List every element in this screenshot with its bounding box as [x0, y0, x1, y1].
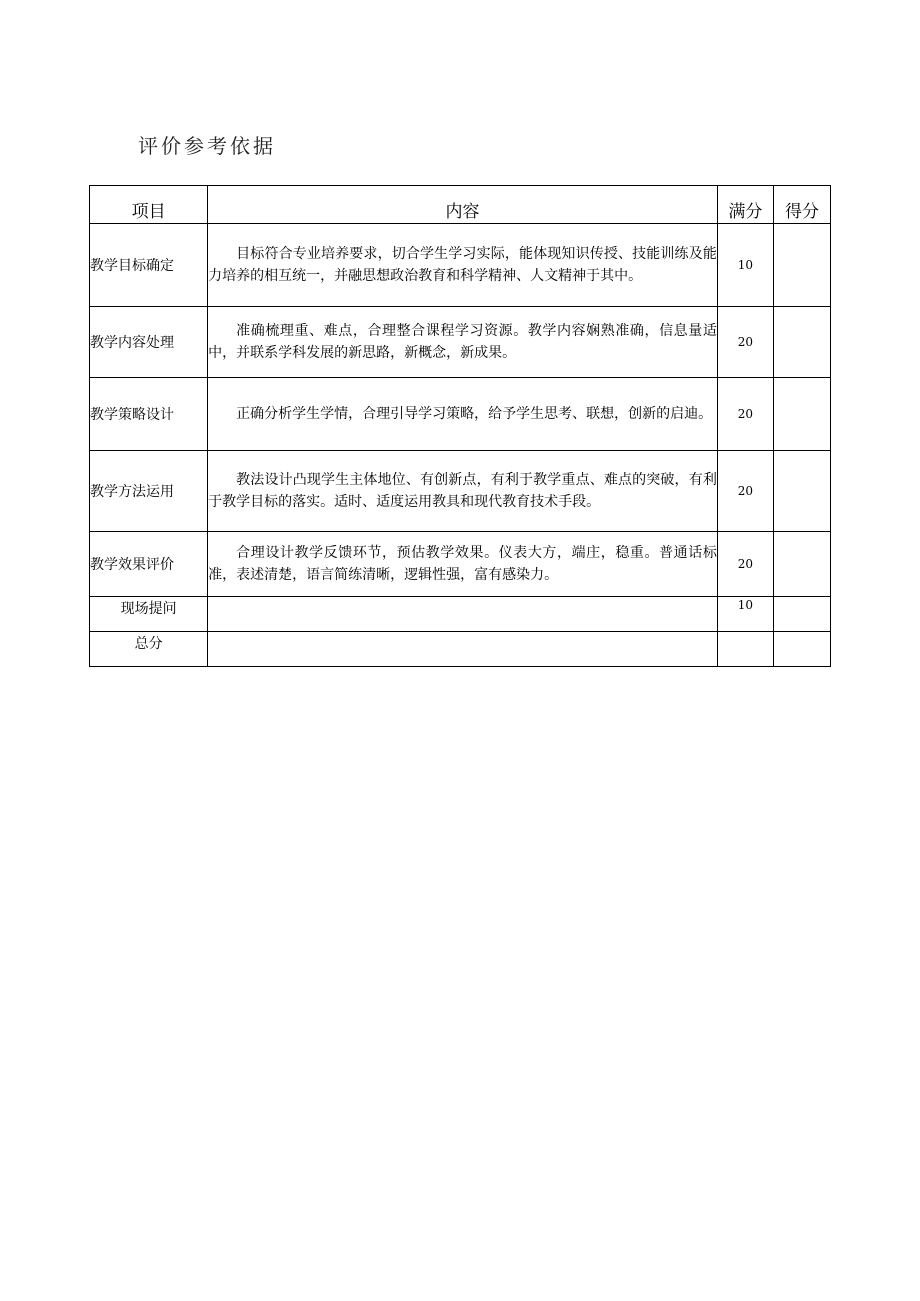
header-score: 得分	[773, 186, 830, 224]
row-content: 准确梳理重、难点，合理整合课程学习资源。教学内容娴熟准确，信息量适中，并联系学科发展的新思路，新概念，新成果。	[208, 307, 718, 378]
table-header-row	[90, 186, 831, 224]
table-row	[90, 224, 831, 307]
row-full-score: 20	[717, 451, 773, 532]
row-content: 目标符合专业培养要求，切合学生学习实际，能体现知识传授、技能训练及能力培养的相互统一，并融思想政治教育和科学精神、人文精神于其中。	[208, 224, 718, 307]
evaluation-table	[89, 185, 831, 667]
table-row	[90, 307, 831, 378]
row-item: 教学策略设计	[90, 378, 208, 451]
row-content: 合理设计教学反馈环节，预估教学效果。仪表大方，端庄，稳重。普通话标准，表述清楚，语言简练清晰，逻辑性强，富有感染力。	[208, 532, 718, 597]
row-item: 总分	[90, 632, 208, 667]
row-full-score: 20	[717, 532, 773, 597]
table-row	[90, 532, 831, 597]
row-content: 正确分析学生学情，合理引导学习策略，给予学生思考、联想，创新的启迪。	[208, 378, 718, 451]
row-score-cell[interactable]	[773, 307, 830, 378]
table-row	[90, 632, 831, 667]
header-item: 项目	[90, 186, 208, 224]
document-title: 评价参考依据	[138, 134, 276, 158]
row-full-score: 10	[717, 597, 773, 632]
row-content: 教法设计凸现学生主体地位、有创新点，有利于教学重点、难点的突破，有利于教学目标的落实。适时、适度运用教具和现代教育技术手段。	[208, 451, 718, 532]
row-item: 教学方法运用	[90, 451, 208, 532]
row-content	[208, 632, 718, 667]
table-row	[90, 451, 831, 532]
row-score-cell[interactable]	[773, 532, 830, 597]
table-row	[90, 378, 831, 451]
row-score-cell[interactable]	[773, 224, 830, 307]
row-content	[208, 597, 718, 632]
row-score-cell[interactable]	[773, 378, 830, 451]
row-full-score: 10	[717, 224, 773, 307]
table-row	[90, 597, 831, 632]
row-score-cell[interactable]	[773, 597, 830, 632]
row-item: 教学内容处理	[90, 307, 208, 378]
row-score-cell[interactable]	[773, 451, 830, 532]
row-score-cell[interactable]	[773, 632, 830, 667]
row-item: 教学目标确定	[90, 224, 208, 307]
row-full-score: 20	[717, 378, 773, 451]
row-full-score	[717, 632, 773, 667]
row-item: 现场提问	[90, 597, 208, 632]
row-full-score: 20	[717, 307, 773, 378]
row-item: 教学效果评价	[90, 532, 208, 597]
header-content: 内容	[208, 186, 718, 224]
header-full-score: 满分	[717, 186, 773, 224]
